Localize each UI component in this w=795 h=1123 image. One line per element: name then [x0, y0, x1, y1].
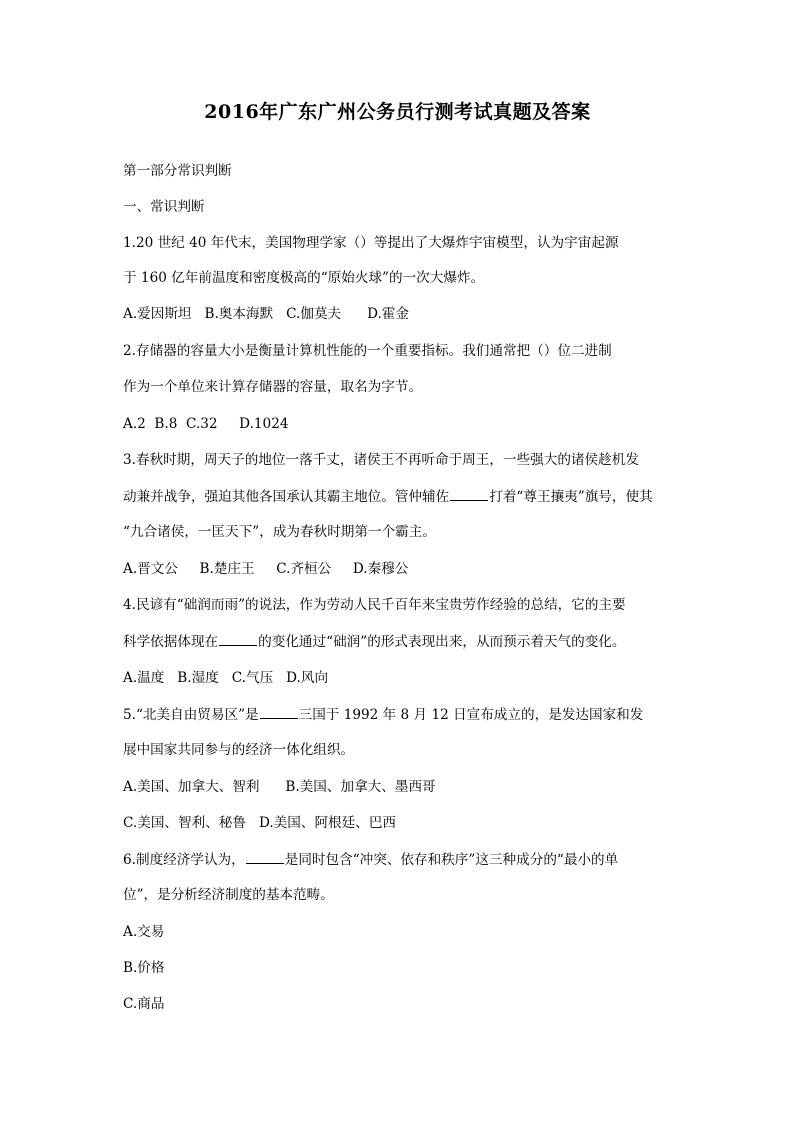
q5-options-1: A.美国、加拿大、智利 B.美国、加拿大、墨西哥 — [123, 779, 436, 795]
q4-line2-part1: 科学依据体现在 — [123, 634, 219, 650]
q5-line1-part1: 5.“北美自由贸易区”是 — [123, 707, 259, 723]
fill-blank — [219, 632, 257, 646]
q1-options: A.爱因斯坦 B.奥本海默 C.伽莫夫 D.霍金 — [123, 306, 409, 322]
q2-line2: 作为一个单位来计算存储器的容量，取名为字节。 — [123, 379, 423, 395]
q6-option-a: A.交易 — [123, 924, 165, 940]
q5-line1 — [123, 705, 643, 724]
q6-option-c: C.商品 — [123, 996, 165, 1012]
q5-line2: 展中国家共同参与的经济一体化组织。 — [123, 742, 355, 758]
fill-blank — [260, 705, 298, 719]
q4-options: A.温度 B.湿度 C.气压 D.风向 — [123, 670, 329, 686]
q5-options-2: C.美国、智利、秘鲁 D.美国、阿根廷、巴西 — [123, 815, 397, 831]
q3-line3: “九合诸侯，一匡天下”，成为春秋时期第一个霸主。 — [123, 524, 436, 540]
q4-line2 — [123, 632, 626, 651]
q6-option-b: B.价格 — [123, 960, 165, 976]
q6-line1 — [123, 850, 618, 869]
q6-line1-part1: 6.制度经济学认为， — [123, 852, 245, 868]
part-heading: 第一部分常识判断 — [123, 163, 232, 179]
q1-line1: 1.20 世纪 40 年代末，美国物理学家（）等提出了大爆炸宇宙模型，认为宇宙起源 — [123, 235, 619, 251]
q3-line2-part2: 打着“尊王攘夷”旗号，使其 — [489, 489, 653, 505]
q4-line2-part2: 的变化通过“础润”的形式表现出来，从而预示着天气的变化。 — [258, 634, 626, 650]
q5-line1-part2: 三国于 1992 年 8 月 12 日宣布成立的，是发达国家和发 — [298, 707, 644, 723]
section-heading: 一、常识判断 — [123, 199, 205, 215]
q3-line2 — [123, 487, 653, 506]
q6-line2: 位”，是分析经济制度的基本范畴。 — [123, 887, 334, 903]
q1-line2: 于 160 亿年前温度和密度极高的“原始火球”的一次大爆炸。 — [123, 270, 485, 286]
fill-blank — [246, 850, 284, 864]
q2-options: A.2 B.8 C.32 D.1024 — [123, 416, 289, 432]
q2-line1: 2.存储器的容量大小是衡量计算机性能的一个重要指标。我们通常把（）位二进制 — [123, 343, 612, 359]
q3-options: A.晋文公 B.楚庄王 C.齐桓公 D.秦穆公 — [123, 561, 409, 577]
fill-blank — [450, 487, 488, 501]
document-title: 2016年广东广州公务员行测考试真题及答案 — [204, 101, 591, 123]
q4-line1: 4.民谚有“础润而雨”的说法，作为劳动人民千百年来宝贵劳作经验的总结，它的主要 — [123, 597, 626, 613]
q3-line1: 3.春秋时期，周天子的地位一落千丈，诸侯王不再听命于周王，一些强大的诸侯趁机发 — [123, 452, 639, 468]
q6-line1-part2: 是同时包含“冲突、依存和秩序”这三种成分的“最小的单 — [284, 852, 619, 868]
q3-line2-part1: 动兼并战争，强迫其他各国承认其霸主地位。管仲辅佐 — [123, 489, 450, 505]
